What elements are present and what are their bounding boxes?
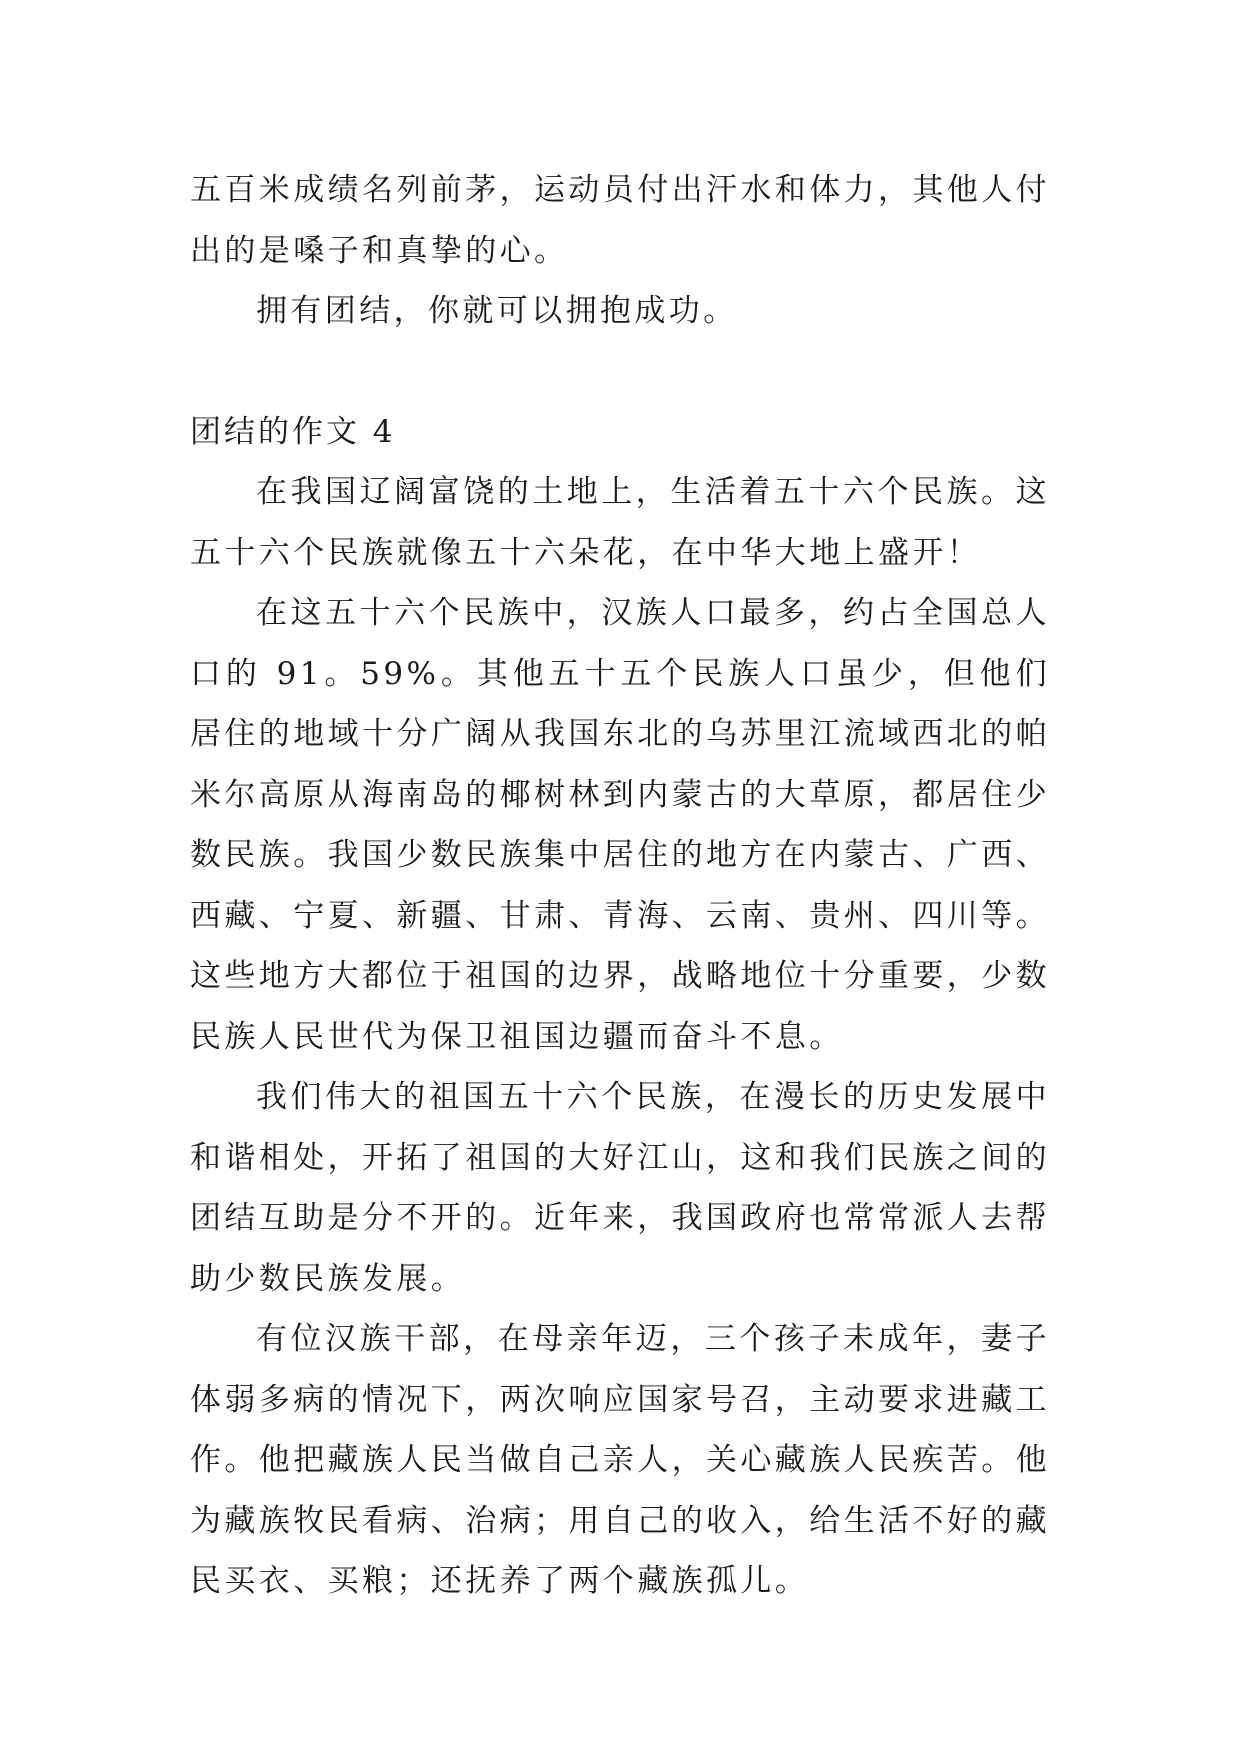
section-heading: 团结的作文 4 [190,413,396,450]
document-body [190,160,1050,1612]
paragraph-history: 我们伟大的祖国五十六个民族，在漫长的历史发展中和谐相处，开拓了祖国的大好江山，这和我们民族之间的团结互助是分不开的。近年来，我国政府也常常派人去帮助少数民族发展。 [190,1079,1050,1297]
paragraph-population: 在这五十六个民族中，汉族人口最多，约占全国总人口的 91。59%。其他五十五个民族人口虽少，但他们居住的地域十分广阔从我国东北的乌苏里江流域西北的帕米尔高原从海南岛的椰树林到内蒙古的大草原，都居住少数民族。我国少数民族集中居住的地方在内蒙古、广西、西藏、宁夏、新疆、甘肃、青海、云南、贵州、四川等。这些地方大都位于祖国的边界，战略地位十分重要，少数民族人民世代为保卫祖国边疆而奋斗不息。 [190,595,1050,1055]
paragraph-example: 有位汉族干部，在母亲年迈，三个孩子未成年，妻子体弱多病的情况下，两次响应国家号召，主动要求进藏工作。他把藏族人民当做自己亲人，关心藏族人民疾苦。他为藏族牧民看病、治病；用自己的收入，给生活不好的藏民买衣、买粮；还抚养了两个藏族孤儿。 [190,1321,1050,1599]
paragraph-continued: 五百米成绩名列前茅，运动员付出汗水和体力，其他人付出的是嗓子和真挚的心。 [190,172,1050,269]
paragraph-intro: 在我国辽阔富饶的土地上，生活着五十六个民族。这五十六个民族就像五十六朵花，在中华大地上盛开！ [190,474,1050,571]
paragraph-conclusion: 拥有团结，你就可以拥抱成功。 [256,293,738,329]
